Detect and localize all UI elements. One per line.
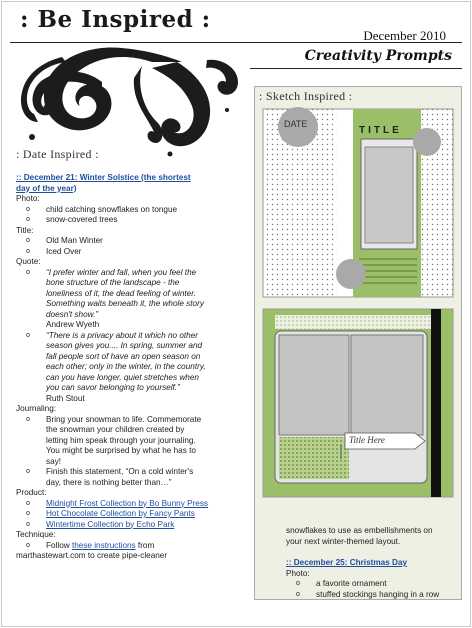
technique-cont-1: snowflakes to use as embellishments on	[286, 526, 433, 535]
page	[1, 1, 471, 627]
spacer	[286, 547, 466, 558]
left-column	[16, 173, 252, 562]
quote-line: o “I prefer winter and fall, when you feel the	[46, 267, 197, 277]
photo-list	[286, 579, 466, 600]
sketch-layouts	[255, 87, 461, 599]
journaling-item	[42, 415, 252, 468]
journaling-line: say!	[46, 456, 62, 466]
sketch-layout-1	[263, 107, 453, 297]
right-column	[286, 526, 466, 600]
journaling-line: o Bring your snowman to life. Commemorate	[46, 414, 202, 424]
quote-line: loneliness of it, the dead feeling of winter.	[46, 288, 196, 298]
product-link[interactable]: Wintertime Collection by Echo Park	[46, 519, 175, 529]
product-link[interactable]: Midnight Frost Collection by Bo Bunny Press	[46, 498, 209, 508]
list-item	[42, 520, 252, 531]
list-item: o Old Man Winter	[42, 236, 252, 247]
list-item	[42, 509, 252, 520]
swirl-ornament-icon	[2, 22, 252, 162]
sketch-panel	[254, 86, 462, 600]
entry1-heading-cont: day of the year)	[16, 183, 77, 193]
quote-line: you can savor belonging to yourself.”	[46, 383, 180, 392]
list-item: o child catching snowflakes on tongue	[42, 205, 252, 216]
header-rule-bottom	[250, 68, 462, 69]
list-item: o a favorite ornament	[312, 579, 466, 590]
technique-cont-2: your next winter-themed layout.	[286, 536, 401, 546]
journaling-list	[16, 415, 252, 489]
journaling-line: You might be surprised by what he has to	[46, 446, 196, 455]
quote-line: doesn't show.”	[46, 309, 99, 319]
quote-item	[42, 331, 252, 405]
issue-date: December 2010	[363, 28, 446, 43]
section-sketch-inspired: : Sketch Inspired :	[259, 89, 353, 103]
quote-line: bone structure of the landscape - the	[46, 278, 180, 287]
entry2-heading: :: December 25: Christmas Day	[286, 558, 408, 567]
technique-text: from	[135, 540, 155, 550]
quote-line: fall people sort of have an open season on	[46, 351, 201, 361]
product-label: Product:	[16, 488, 47, 497]
product-list	[16, 499, 252, 531]
journaling-line: day, there is nothing better than…”	[46, 477, 172, 487]
quote-label: Quote:	[16, 257, 41, 266]
quote-line: can you have longer, quiet stretches when	[46, 372, 199, 382]
photo-label: Photo:	[286, 568, 310, 578]
sketch-title-label: TITLE	[359, 125, 402, 136]
sketch-title-here-label: Title Here	[349, 435, 385, 445]
technique-line-2: marthastewart.com to create pipe-cleaner	[16, 551, 168, 560]
list-item: o Iced Over	[42, 247, 252, 258]
title-list	[16, 236, 252, 257]
sketch-layout-2	[263, 309, 453, 497]
list-item: o stuffed stockings hanging in a row	[312, 590, 466, 601]
instructions-link[interactable]: these instructions	[71, 540, 136, 550]
product-link[interactable]: Hot Chocolate Collection by Fancy Pants	[46, 509, 195, 518]
title-label: Title:	[16, 225, 34, 235]
list-item	[42, 499, 252, 510]
technique-item	[42, 541, 252, 552]
technique-list	[16, 541, 252, 552]
quote-item	[42, 268, 252, 331]
quote-line: season gives you.... In spring, summer and	[46, 341, 203, 350]
photo-list	[16, 205, 252, 226]
page-title: : Be Inspired :	[20, 6, 211, 33]
technique-text: Follow	[46, 540, 72, 550]
journaling-line: the snowman your children created by	[46, 425, 185, 434]
header-rule-top	[10, 42, 462, 43]
journaling-line: o Finish this statement, “On a cold winter's	[46, 467, 194, 476]
technique-line	[46, 541, 252, 552]
list-item: o snow-covered trees	[42, 215, 252, 226]
journaling-label: Journaling:	[16, 404, 57, 413]
journaling-line: letting him speak through your journaling.	[46, 435, 196, 445]
quote-line: each other; only in the winter, in the country,	[46, 362, 206, 371]
journaling-item	[42, 467, 252, 488]
technique-label: Technique:	[16, 530, 56, 539]
sketch-date-label: DATE	[284, 119, 308, 129]
section-date-inspired: : Date Inspired :	[16, 147, 99, 161]
entry1-heading: :: December 21: Winter Solstice (the shortest	[16, 173, 191, 182]
quote-author: Andrew Wyeth	[46, 320, 100, 329]
quote-line: o “There is a privacy about it which no other	[46, 330, 198, 340]
photo-label: Photo:	[16, 194, 40, 203]
quote-author: Ruth Stout	[46, 393, 85, 403]
page-subtitle: Creativity Prompts	[304, 48, 452, 64]
quote-line: Something waits beneath it, the whole story	[46, 299, 204, 308]
quote-list	[16, 268, 252, 405]
